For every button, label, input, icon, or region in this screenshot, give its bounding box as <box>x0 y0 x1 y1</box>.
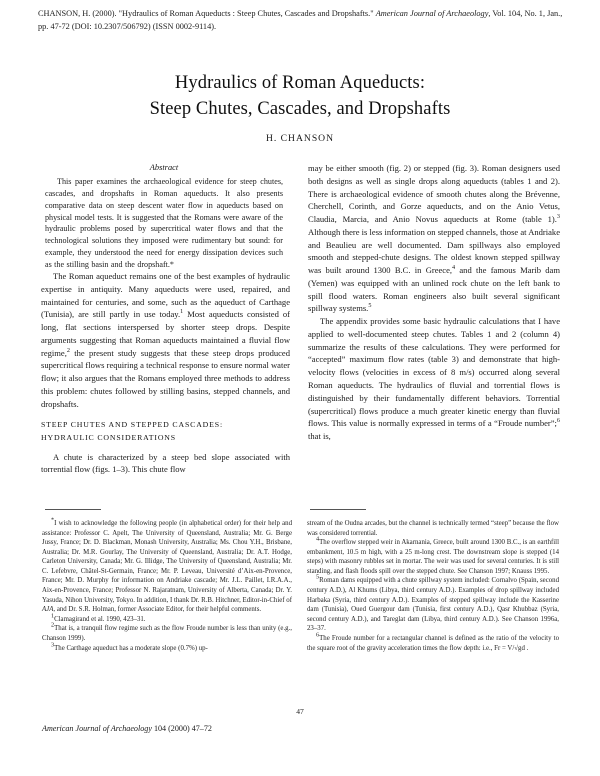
journal-footer <box>42 724 302 733</box>
right-p2-b: that is, <box>308 431 331 442</box>
body-column-left <box>41 270 290 476</box>
left-p1-c: the present study suggests that these steep drops produced supercritical flows requiring a technical response to ensure normal water flow; it also argues that the Romans employed three methods to address this problem: chutes followed by stilling basins, stepped channels, and dropshafts. <box>41 347 290 409</box>
footnote-marker-asterisk: * <box>51 516 55 524</box>
footnote-asterisk-tail: , and Dr. S.R. Holman, former Associate Editor, for their helpful comments. <box>53 606 262 614</box>
abstract-text: This paper examines the archaeological evidence for steep chutes, cascades, and dropshafts in Roman aqueducts. It also presents comparative data on steep descent water flow in aqueducts based on physical model tests. It is suggested that the Romans were aware of the hydraulic problems posed by supercritical water flows and that the technological solutions they imposed were rudimentary but sound: for example, they understood the need for energy dissipation devices such as the stilling basin and the dropshaft.* <box>45 177 283 269</box>
footnote-3 <box>42 641 292 654</box>
body-column-right <box>308 162 560 443</box>
footnote-2 <box>42 624 292 643</box>
title-line-1: Hydraulics of Roman Aqueducts: <box>174 73 426 93</box>
section-heading-line-1: STEEP CHUTES AND STEPPED CASCADES: <box>41 420 223 430</box>
footnote-ref-1[interactable]: 1 <box>180 308 184 316</box>
footnote-marker-5: 5 <box>316 574 320 582</box>
footnote-3-continued: stream of the Oudna arcades, but the channel is technically termed “steep” because the flow was considered torrential. <box>307 520 559 537</box>
left-paragraph-1 <box>41 270 290 410</box>
footnote-ref-2[interactable]: 2 <box>66 346 70 354</box>
journal-name: American Journal of Archaeology <box>42 724 152 733</box>
right-paragraph-1 <box>308 162 560 315</box>
footnote-4 <box>307 535 559 576</box>
footnote-marker-1: 1 <box>51 612 55 620</box>
page-title <box>50 70 550 123</box>
footnote-6-text: The Froude number for a rectangular channel is defined as the ratio of the velocity to the square root of the gravity acceleration times the flow depth: i.e., Fr = V/√gd . <box>307 634 559 652</box>
footnote-asterisk <box>42 516 292 615</box>
footnotes-right <box>307 519 559 653</box>
footnote-separator-left <box>45 509 101 510</box>
right-p2-a: The appendix provides some basic hydraulic calculations that I have applied to well-documented steep chutes. Tables 1 and 2 (column 4) summarize the results of these calculations. They were performed for “accepted” maximum flow rates (table 3) and demonstrate that high-velocity flows (velocities in excess of 8 m/s) occurred along several Roman aqueducts. The hydraulics of fluvial and torrential flows is distinguished by their fundamentally different behaviors. Torrential (supercritical) flows produce a much greater kinetic energy than fluvial flows. This value is normally expressed in terms of a “Froude number”; <box>308 316 560 429</box>
section-heading-line-2: HYDRAULIC CONSIDERATIONS <box>41 433 176 443</box>
footnote-marker-4: 4 <box>316 535 320 543</box>
footnote-2-text: That is, a tranquil flow regime such as the flow Froude number is less than unity (e.g., Chanson 1999). <box>42 625 292 642</box>
footnote-5-text: Roman dams equipped with a chute spillway system included: Cornalvo (Spain, second century A.D.), Al Khums (Libya, third century A.D.). Examples of drop spillway included Harbaka (Syria, third century A.D.). Examples of stepped spillway include the Kasserine dam (Tunisia), Oued Guergour dam (Tunisia, first century A.D.), Qasr Khubbaz (Syria, second century A.D.), and Tareglat dam (Libya, third century A.D.). See Chanson 1996a, 23–37. <box>307 577 559 633</box>
citation-line1-plain: CHANSON, H. (2000). "Hydraulics of Roman Aqueducts : Steep Chutes, Cascades and Dropshafts." <box>38 9 376 18</box>
footnote-3-text: The Carthage aqueduct has a moderate slope (0.7%) up- <box>54 644 208 652</box>
left-p1-a: The Roman aqueduct remains one of the best examples of hydraulic expertise in antiquity. Many aqueducts were used, repaired, and maintained for centuries, and some, such as the aqueduct of Carthage (Tunisia), are still partly in use today. <box>41 271 290 320</box>
footnote-ref-3[interactable]: 3 <box>556 213 560 221</box>
footnote-marker-3: 3 <box>51 641 55 649</box>
footnote-1 <box>42 612 292 625</box>
section-heading <box>41 419 290 444</box>
citation-line2-italic: Journal of Archaeology <box>410 9 489 18</box>
footnote-ref-6[interactable]: 6 <box>556 417 560 425</box>
right-paragraph-2 <box>308 315 560 443</box>
footnote-ref-5[interactable]: 5 <box>368 302 372 310</box>
left-p1-b: Most aqueducts consisted of long, flat sections interspersed by shorter steep drops. Despite arguments suggesting that Roman aqueducts maintained a fluvial flow regime, <box>41 309 290 358</box>
footnote-marker-6: 6 <box>316 631 320 639</box>
abstract-heading: Abstract <box>149 163 179 172</box>
citation-line2-plain: , Vol. 104, No. 1, Jan., pp. 47-72 (DOI: 10.2307/506792) (ISSN 0002-9114). <box>38 9 563 31</box>
footnote-asterisk-italic: AJA <box>42 606 54 614</box>
right-p1-a: may be either smooth (fig. 2) or stepped (fig. 3). Roman designers used both designs as well as single drops along aqueducts (tables 1 and 2). There is archaeological evidence of smooth chutes along the Brévenne, Cherchell, Corinth, and Gorze aqueducts, and on the Anio Vetus, Claudia, Marcia, and Anio Novus aqueducts at Rome (table 1). <box>308 163 560 225</box>
footnote-6 <box>307 631 559 653</box>
title-line-2: Steep Chutes, Cascades, and Dropshafts <box>149 99 451 120</box>
footnote-marker-2: 2 <box>51 622 55 630</box>
page-number: 47 <box>296 707 304 716</box>
footnote-4-text: The overflow stepped weir in Akarnania, Greece, built around 1300 B.C., is an earthfill embankment, 10.5 m high, with a 25 m-long crest. The downstream slope is stepped (14 steps) with masonry rubbles set in mortar. The weir was used for several centuries. It is still standing, and flash floods spill over the stepped chute. See Chanson 1997; Knauss 1995. <box>307 539 559 575</box>
right-p1-c: and the famous Marib dam (Yemen) was equipped with an unlined rock chute on the left bank to spill flood waters. Roman engineers also built several significant spillway systems. <box>308 265 560 314</box>
right-p1-b: Although there is less information on stepped channels, those at Andriake and Beaulieu are well documented. Dam spillways also employed smooth and stepped-chute designs. The oldest known stepped spillway was built around 1300 B.C. in Greece, <box>308 226 560 276</box>
left-paragraph-2: A chute is characterized by a steep bed slope associated with torrential flow (figs. 1–3). This chute flow <box>41 451 290 475</box>
footnote-asterisk-text: I wish to acknowledge the following people (in alphabetical order) for their help and assistance: Professor C. Apelt, The University of Queensland, Australia; Mr. G. Berge Jussy, France; Dr. D. Blackman, Monash University, Australia; Ms. Chou Y.H., Brisbane, Australia; Dr. M.R. Gourlay, The University of Queensland, Australia; Dr. A.T. Hodge, Carleton University, Canada; Mr. G. Illidge, The University of Queensland, Australia; Mr. C. Lefebvre, Châtel-St-Germain, France; Mr. P. Leveau, Université d’Aix-en-Provence, France; Mr. D. Murphy for information on Andriake cascade; Mr. J.L. Paillet, I.R.A.A., Aix-en-Provence, France; Professor N. Rajaratnam, University of Alberta, Canada; Dr. Y. Yasuda, Nihon University, Tokyo. In addition, I thank Dr. R.B. Hitchner, Editor-in-Chief of <box>42 520 292 604</box>
author-name: H. CHANSON <box>265 133 335 144</box>
footnote-separator-right <box>310 509 366 510</box>
citation-header <box>38 8 564 33</box>
footnote-1-text: Clamagirand et al. 1990, 423–31. <box>54 615 146 623</box>
footnotes-left <box>42 516 292 653</box>
footnote-5 <box>307 576 559 633</box>
journal-volume-pages: 104 (2000) 47–72 <box>151 724 212 733</box>
footnote-ref-4[interactable]: 4 <box>452 264 456 272</box>
citation-line1-italic: American <box>375 9 408 18</box>
